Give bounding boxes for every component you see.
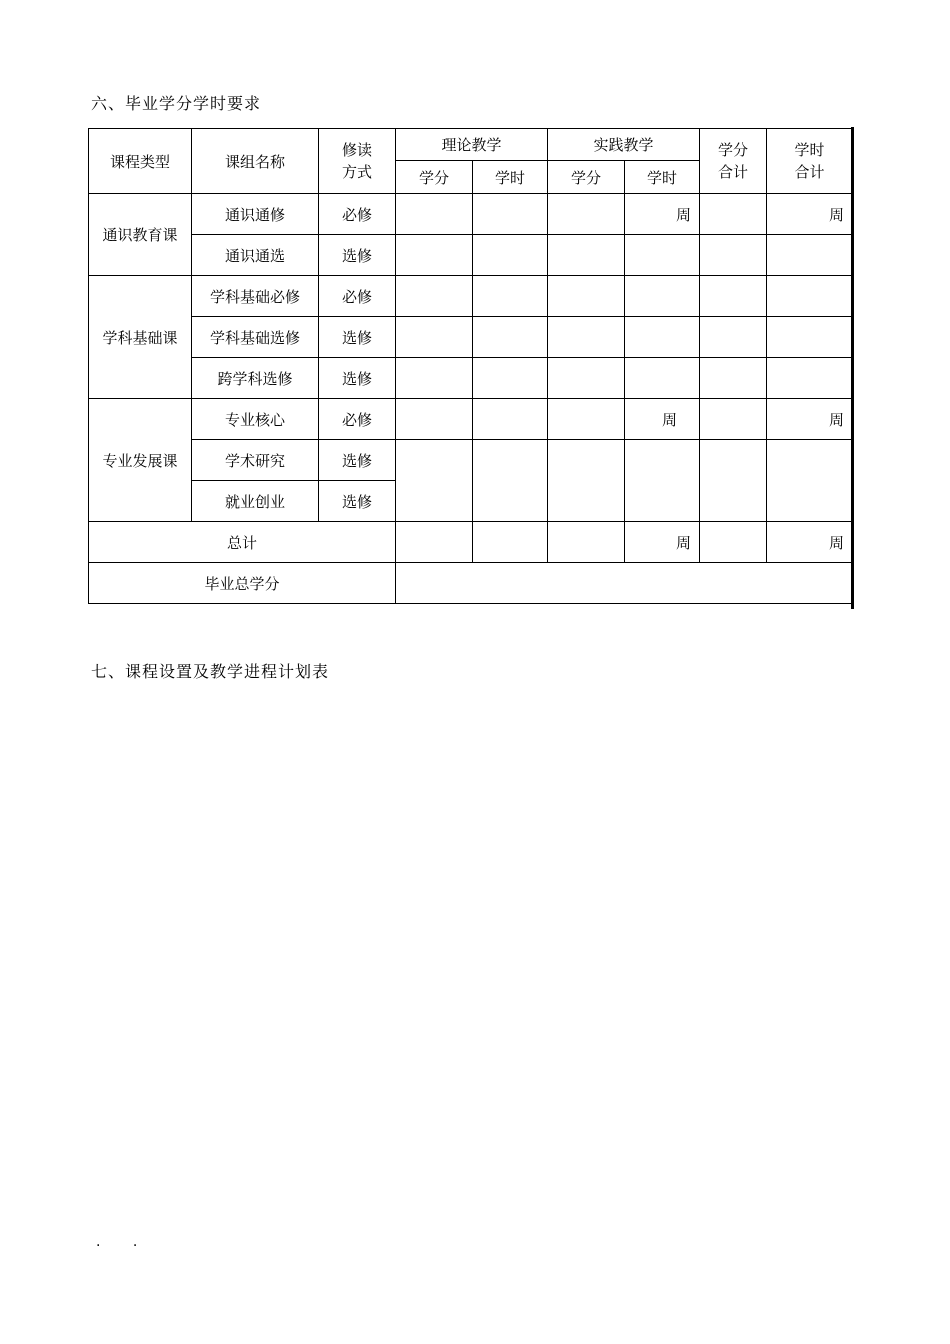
subheader-theory-credit: 学分	[396, 161, 473, 194]
practice-credit-cell	[548, 522, 625, 563]
hour-total-cell	[767, 440, 853, 522]
study-mode-cell: 选修	[319, 235, 396, 276]
subheader-practice-hour: 学时	[625, 161, 700, 194]
table-row	[89, 317, 853, 358]
section-6-title: 六、毕业学分学时要求	[91, 94, 262, 113]
study-mode-cell: 选修	[319, 481, 396, 522]
subheader-practice-credit: 学分	[548, 161, 625, 194]
theory-hour-cell	[473, 522, 548, 563]
credit-total-cell	[700, 440, 767, 522]
header-credit-total	[700, 129, 767, 194]
header-course-type: 课程类型	[89, 129, 192, 194]
practice-credit-cell	[548, 399, 625, 440]
hour-total-cell	[767, 235, 853, 276]
theory-credit-cell	[396, 399, 473, 440]
study-mode-cell: 必修	[319, 276, 396, 317]
hour-total-cell: 周	[767, 399, 853, 440]
practice-credit-cell	[548, 235, 625, 276]
subheader-theory-hour: 学时	[473, 161, 548, 194]
practice-hour-cell: 周	[625, 399, 700, 440]
footer-marks: · ·	[96, 1238, 152, 1254]
hour-total-cell: 周	[767, 522, 853, 563]
group-name-cell: 通识通选	[192, 235, 319, 276]
theory-hour-cell	[473, 440, 548, 522]
table-row	[89, 194, 853, 235]
theory-hour-cell	[473, 276, 548, 317]
study-mode-cell: 必修	[319, 399, 396, 440]
theory-hour-cell	[473, 194, 548, 235]
theory-credit-cell	[396, 440, 473, 522]
table-row	[89, 440, 853, 481]
graduation-credits-label: 毕业总学分	[89, 563, 396, 604]
hour-total-cell	[767, 317, 853, 358]
graduation-credits-row	[89, 563, 853, 604]
theory-credit-cell	[396, 522, 473, 563]
theory-credit-cell	[396, 194, 473, 235]
hour-total-cell	[767, 358, 853, 399]
graduation-credits-value	[396, 563, 853, 604]
credit-total-cell	[700, 194, 767, 235]
section-7-title: 七、课程设置及教学进程计划表	[91, 662, 330, 681]
practice-credit-cell	[548, 194, 625, 235]
theory-hour-cell	[473, 317, 548, 358]
group-name-cell: 通识通修	[192, 194, 319, 235]
group-name-cell: 跨学科选修	[192, 358, 319, 399]
practice-hour-cell	[625, 358, 700, 399]
theory-hour-cell	[473, 358, 548, 399]
credit-total-cell	[700, 399, 767, 440]
theory-hour-cell	[473, 399, 548, 440]
table-right-border	[851, 127, 854, 609]
practice-credit-cell	[548, 276, 625, 317]
group-name-cell: 学科基础选修	[192, 317, 319, 358]
header-group-name: 课组名称	[192, 129, 319, 194]
credit-total-cell	[700, 317, 767, 358]
group-name-cell: 专业核心	[192, 399, 319, 440]
credit-total-cell	[700, 276, 767, 317]
practice-credit-cell	[548, 317, 625, 358]
header-practice: 实践教学	[548, 129, 700, 161]
practice-hour-cell	[625, 440, 700, 522]
category-professional: 专业发展课	[89, 399, 192, 522]
header-theory: 理论教学	[396, 129, 548, 161]
hour-total-cell: 周	[767, 194, 853, 235]
header-hour-total-text: 学时 合计	[794, 141, 825, 181]
table-row	[89, 276, 853, 317]
practice-credit-cell	[548, 440, 625, 522]
credit-total-cell	[700, 522, 767, 563]
practice-hour-cell: 周	[625, 194, 700, 235]
table-row	[89, 399, 853, 440]
study-mode-cell: 必修	[319, 194, 396, 235]
practice-hour-cell	[625, 235, 700, 276]
theory-hour-cell	[473, 235, 548, 276]
theory-credit-cell	[396, 317, 473, 358]
total-row	[89, 522, 853, 563]
theory-credit-cell	[396, 358, 473, 399]
practice-credit-cell	[548, 358, 625, 399]
study-mode-cell: 选修	[319, 440, 396, 481]
group-name-cell: 学术研究	[192, 440, 319, 481]
group-name-cell: 学科基础必修	[192, 276, 319, 317]
header-study-mode-text: 修读 方式	[341, 141, 372, 181]
total-label: 总计	[89, 522, 396, 563]
theory-credit-cell	[396, 276, 473, 317]
table-row	[89, 235, 853, 276]
practice-hour-cell: 周	[625, 522, 700, 563]
category-discipline: 学科基础课	[89, 276, 192, 399]
header-credit-total-text: 学分 合计	[718, 141, 749, 181]
practice-hour-cell	[625, 276, 700, 317]
credit-hour-requirements-table	[88, 128, 853, 604]
table-row	[89, 358, 853, 399]
credit-total-cell	[700, 358, 767, 399]
category-general: 通识教育课	[89, 194, 192, 276]
theory-credit-cell	[396, 235, 473, 276]
group-name-cell: 就业创业	[192, 481, 319, 522]
credit-total-cell	[700, 235, 767, 276]
practice-hour-cell	[625, 317, 700, 358]
study-mode-cell: 选修	[319, 358, 396, 399]
header-study-mode	[319, 129, 396, 194]
hour-total-cell	[767, 276, 853, 317]
header-hour-total	[767, 129, 853, 194]
study-mode-cell: 选修	[319, 317, 396, 358]
